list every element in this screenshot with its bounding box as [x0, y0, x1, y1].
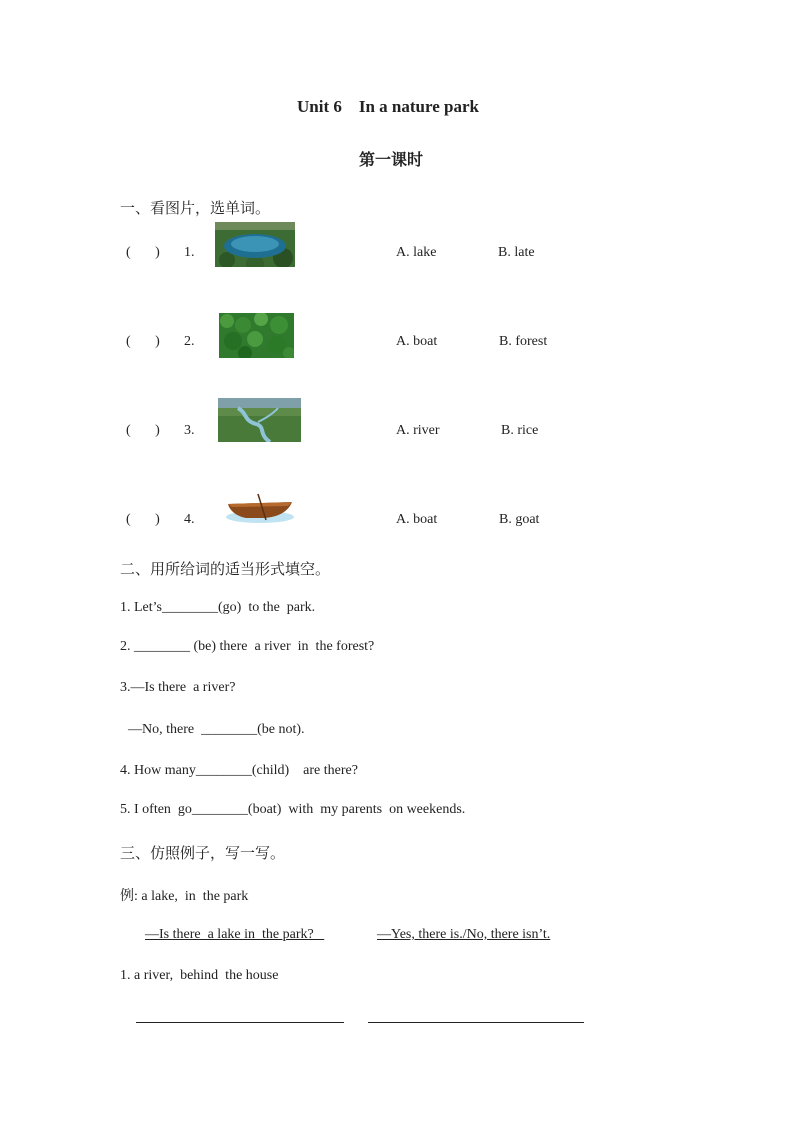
- fill-line-2: 2. ________ (be) there a river in the forest?: [120, 639, 375, 654]
- boat-picture: [224, 492, 296, 524]
- option-a-3: A. river: [396, 423, 440, 438]
- option-a-4: A. boat: [396, 512, 438, 527]
- answer-paren-4: ( ): [126, 512, 160, 527]
- item-number-2: 2.: [184, 334, 195, 349]
- forest-photo: [219, 313, 294, 358]
- option-a-1: A. lake: [396, 245, 437, 260]
- item-number-4: 4.: [184, 512, 195, 527]
- answer-paren-1: ( ): [126, 245, 160, 260]
- option-b-2: B. forest: [499, 334, 548, 349]
- section-1-heading: 一、看图片，选单词。: [120, 201, 271, 217]
- option-b-3: B. rice: [501, 423, 539, 438]
- fill-line-3-answer: —No, there ________(be not).: [128, 722, 305, 737]
- fill-line-4: 4. How many________(child) are there?: [120, 763, 358, 778]
- answer-paren-3: ( ): [126, 423, 160, 438]
- fill-line-1: 1. Let’s________(go) to the park.: [120, 600, 316, 615]
- example-question: —Is there a lake in the park?: [145, 927, 325, 942]
- section-2-heading: 二、用所给词的适当形式填空。: [120, 562, 331, 578]
- item-number-1: 1.: [184, 245, 195, 260]
- example-prompt: 例: a lake, in the park: [120, 889, 249, 904]
- river-photo: [218, 398, 301, 442]
- page-title: Unit 6 In a nature park: [297, 97, 479, 116]
- answer-paren-2: ( ): [126, 334, 160, 349]
- fill-line-5: 5. I often go________(boat) with my parents on weekends.: [120, 802, 466, 817]
- section-3-heading: 三、仿照例子，写一写。: [120, 846, 286, 862]
- example-answer: —Yes, there is./No, there isn’t.: [377, 927, 551, 942]
- option-a-2: A. boat: [396, 334, 438, 349]
- item-number-3: 3.: [184, 423, 195, 438]
- answer-line-answer[interactable]: [368, 1022, 584, 1023]
- fill-line-3: 3.—Is there a river?: [120, 680, 236, 695]
- option-b-1: B. late: [498, 245, 535, 260]
- lake-photo: [215, 222, 295, 267]
- option-b-4: B. goat: [499, 512, 540, 527]
- question-1-prompt: 1. a river, behind the house: [120, 968, 279, 983]
- page-subtitle: 第一课时: [359, 152, 424, 169]
- answer-line-question[interactable]: [136, 1022, 344, 1023]
